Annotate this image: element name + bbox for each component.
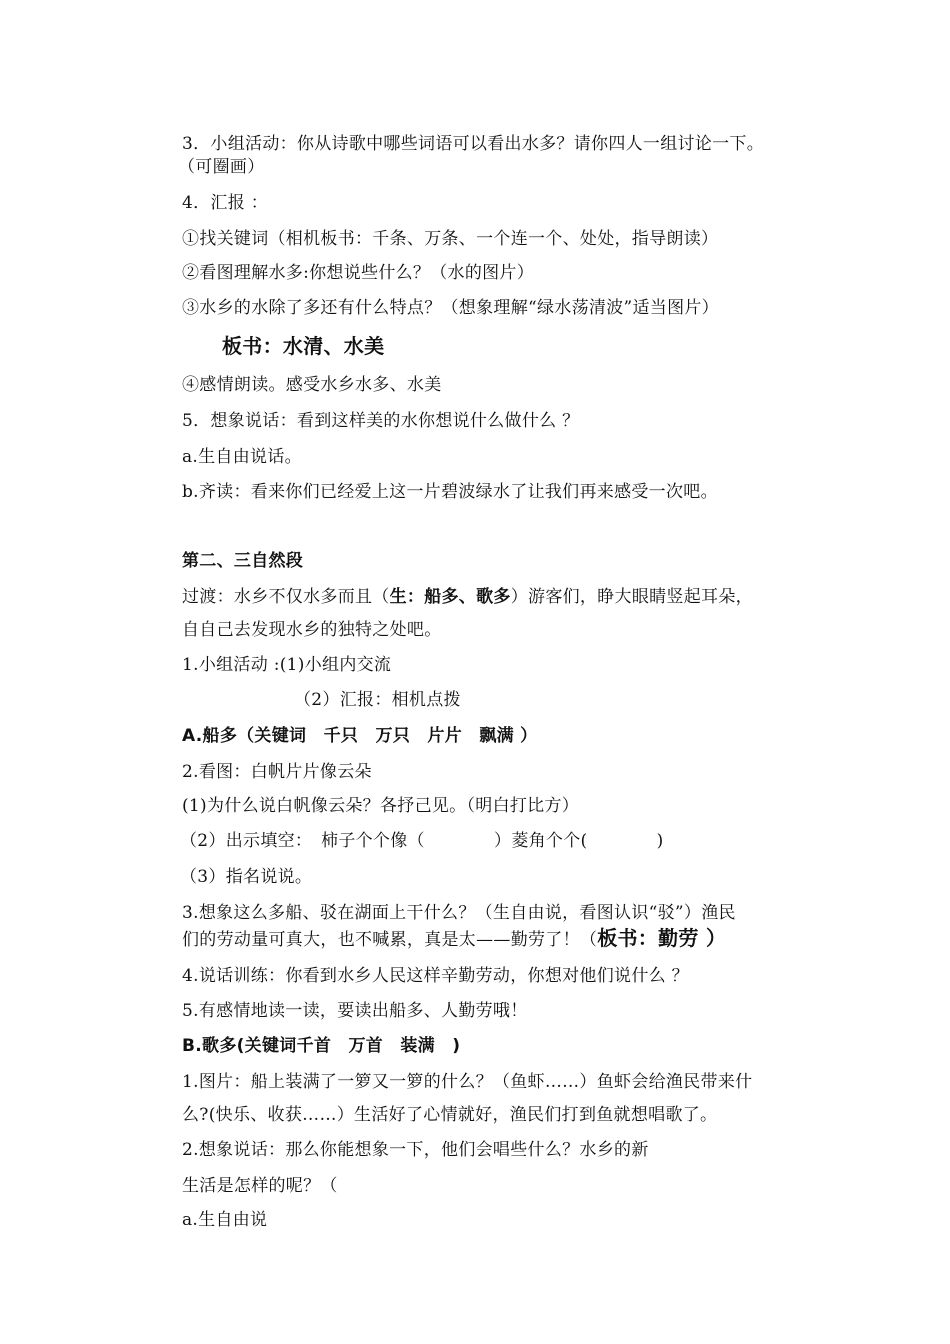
item-4-report: 4．汇报 ： <box>182 193 269 213</box>
item-3-continue <box>182 927 726 951</box>
item-5-reading: 5.有感情地读一读，要读出船多、人勤劳哦！ <box>182 1001 528 1021</box>
section-heading: 第二、三自然段 <box>182 551 304 571</box>
item-5b: b.齐读：看来你们已经爱上这一片碧波绿水了让我们再来感受一次吧。 <box>182 482 718 502</box>
item-1-picture: 1.图片：船上装满了一箩又一箩的什么？（鱼虾……）鱼虾会给渔民带来什 <box>182 1072 753 1092</box>
board-note-diligent: 板书：勤劳 ） <box>597 926 727 950</box>
item-2-imagine: 2.想象说话：那么你能想象一下，他们会唱些什么？水乡的新 <box>182 1140 649 1160</box>
item-5a: a.生自由说话。 <box>182 447 302 467</box>
item-3-imagine: 3.想象这么多船、驳在湖面上干什么？（生自由说，看图认识“驳”）渔民 <box>182 903 736 923</box>
item-4-speaking: 4.说话训练：你看到水乡人民这样辛勤劳动，你想对他们说什么 ？ <box>182 966 689 986</box>
transition-line <box>182 586 753 608</box>
step-2-picture: ②看图理解水多:你想说些什么？（水的图片） <box>182 263 535 283</box>
transition-line-2: 自自己去发现水乡的独特之处吧。 <box>182 620 442 640</box>
transition-text-c: ）游客们，睁大眼睛竖起耳朵， <box>510 587 753 607</box>
transition-text-bold: 生：船多、歌多 <box>389 587 511 607</box>
item-2-2-fill-blank: （2）出示填空： 柿子个个像（ ）菱角个个( ) <box>180 831 664 851</box>
transition-text-a: 过渡：水乡不仅水多而且（ <box>182 587 390 607</box>
item-5-imagine: 5．想象说话：看到这样美的水你想说什么做什么 ？ <box>182 411 580 431</box>
subsection-b-songs: B.歌多(关键词千首 万首 装满 ) <box>182 1036 461 1056</box>
item-1-group-activity: 1.小组活动 :(1)小组内交流 <box>182 655 392 675</box>
item-2-1: (1)为什么说白帆像云朵？各抒己见。（明白打比方） <box>182 796 580 816</box>
subsection-a-boats: A.船多（关键词 千只 万只 片片 飘满 ） <box>182 726 538 746</box>
step-1-keywords: ①找关键词（相机板书：千条、万条、一个连一个、处处，指导朗读） <box>182 229 719 249</box>
item-2-continue: 生活是怎样的呢？（ <box>182 1176 338 1196</box>
step-3-features: ③水乡的水除了多还有什么特点？（想象理解“绿水荡清波”适当图片） <box>182 298 719 318</box>
item-3-continue-text: 们的劳动量可真大，也不喊累，真是太——勤劳了！（ <box>182 930 598 950</box>
item-1-continue: 么?(快乐、收获……）生活好了心情就好，渔民们打到鱼就想唱歌了。 <box>182 1105 718 1125</box>
item-3-note: （可圈画） <box>178 157 265 177</box>
board-note-water: 板书：水清、水美 <box>222 334 385 358</box>
step-4-reading: ④感情朗读。感受水乡水多、水美 <box>182 375 442 395</box>
item-2a: a.生自由说 <box>182 1210 268 1230</box>
item-2-picture: 2.看图：白帆片片像云朵 <box>182 762 372 782</box>
item-1-report: （2）汇报：相机点拨 <box>294 690 461 710</box>
item-3-group-activity: 3．小组活动：你从诗歌中哪些词语可以看出水多？请你四人一组讨论一下。 <box>182 134 765 154</box>
item-2-3: （3）指名说说。 <box>180 867 313 887</box>
